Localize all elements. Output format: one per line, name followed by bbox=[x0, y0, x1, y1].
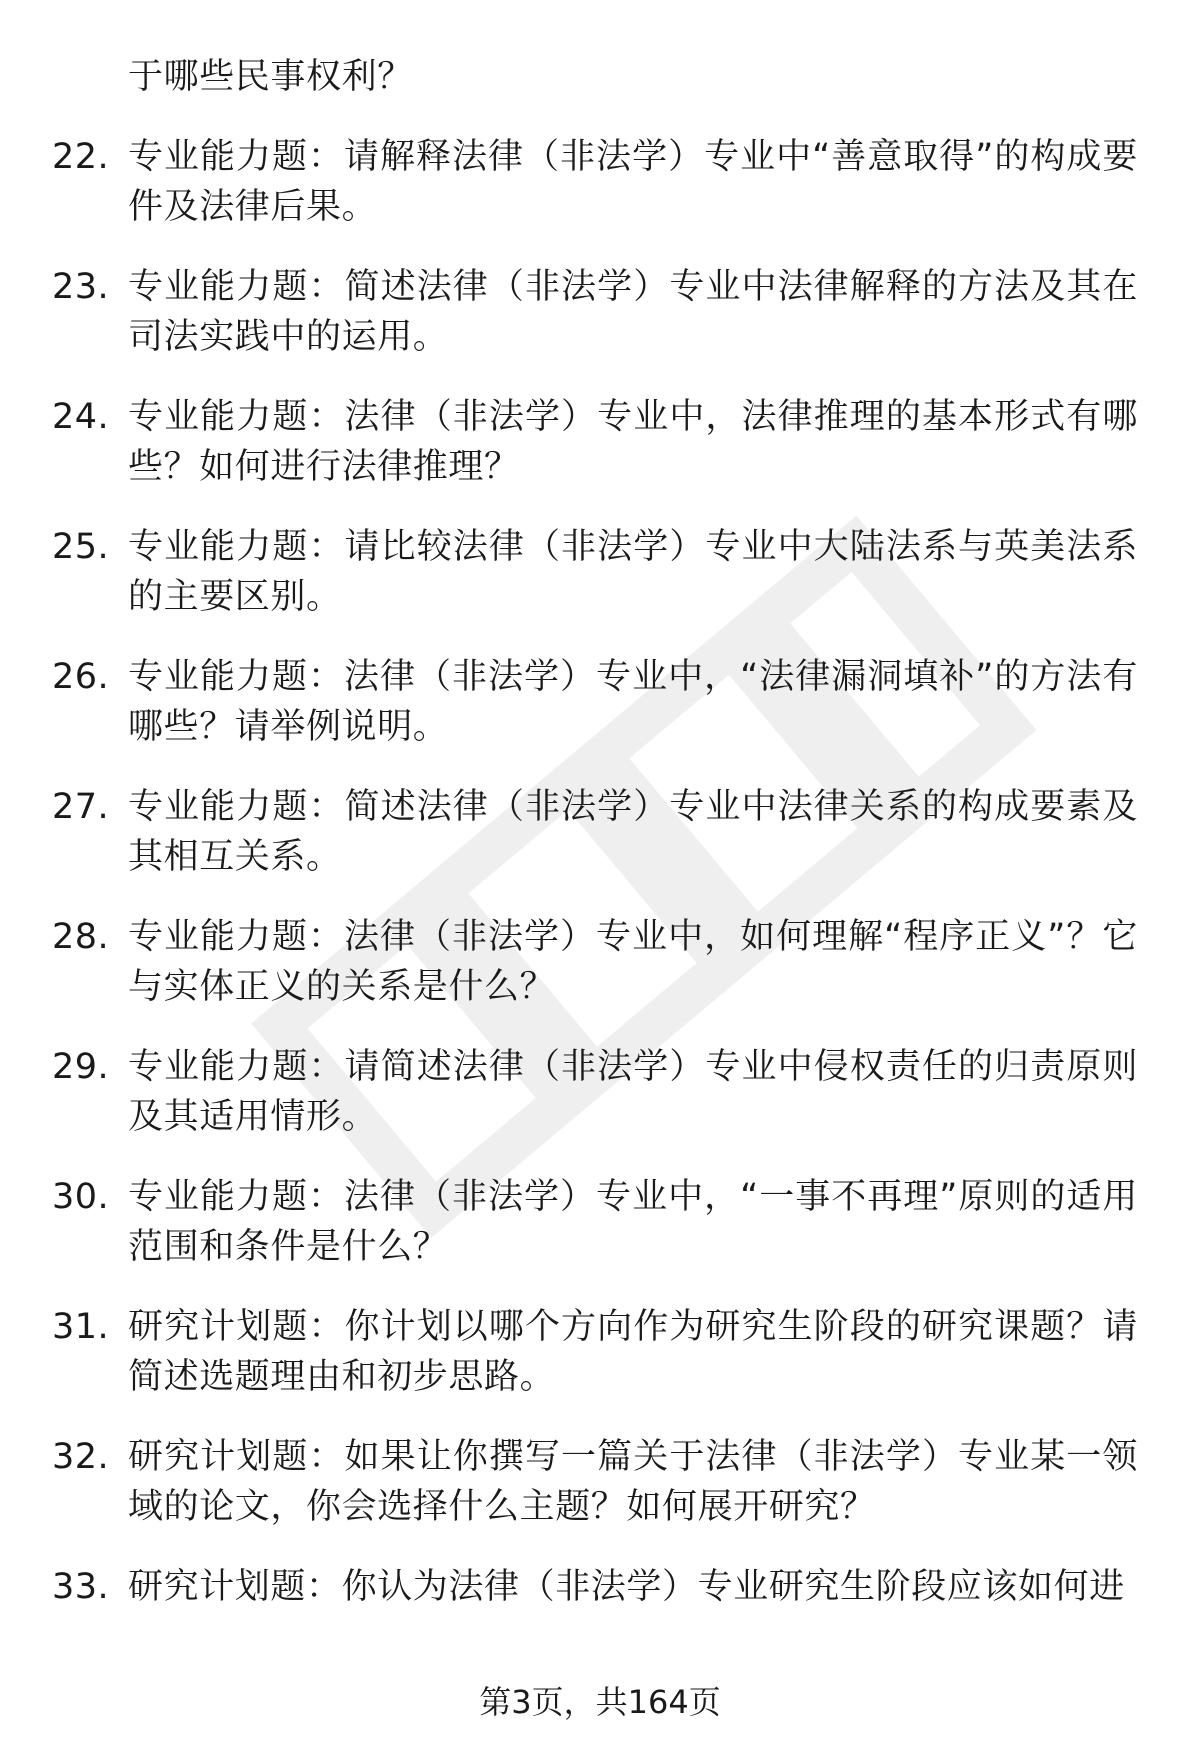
question-number: 30. bbox=[52, 1177, 110, 1217]
question-text: 专业能力题：请比较法律（非法学）专业中大陆法系与英美法系的主要区别。 bbox=[128, 527, 1138, 617]
question-number: 31. bbox=[52, 1307, 110, 1347]
question-number: 32. bbox=[52, 1437, 110, 1477]
question-text: 于哪些民事权利？ bbox=[128, 57, 413, 97]
question-number: 24. bbox=[52, 397, 110, 437]
list-item bbox=[0, 1432, 1200, 1532]
list-item bbox=[0, 1172, 1200, 1272]
page-number: 第3页，共164页 bbox=[479, 1683, 721, 1721]
list-item bbox=[0, 1302, 1200, 1402]
question-text: 专业能力题：请简述法律（非法学）专业中侵权责任的归责原则及其适用情形。 bbox=[128, 1047, 1138, 1137]
list-item bbox=[0, 1562, 1200, 1612]
list-item bbox=[0, 912, 1200, 1012]
list-item bbox=[0, 652, 1200, 752]
list-item bbox=[0, 52, 1200, 102]
list-item bbox=[0, 262, 1200, 362]
question-text: 专业能力题：简述法律（非法学）专业中法律关系的构成要素及其相互关系。 bbox=[128, 787, 1138, 877]
list-item bbox=[0, 392, 1200, 492]
question-text: 专业能力题：法律（非法学）专业中，法律推理的基本形式有哪些？如何进行法律推理？ bbox=[128, 397, 1138, 487]
question-text: 专业能力题：简述法律（非法学）专业中法律解释的方法及其在司法实践中的运用。 bbox=[128, 267, 1138, 357]
question-text: 专业能力题：法律（非法学）专业中，“一事不再理”原则的适用范围和条件是什么？ bbox=[128, 1177, 1138, 1267]
list-item bbox=[0, 1042, 1200, 1142]
question-text: 研究计划题：你认为法律（非法学）专业研究生阶段应该如何进 bbox=[128, 1567, 1125, 1607]
question-list bbox=[0, 52, 1200, 1642]
question-number: 22. bbox=[52, 137, 110, 177]
question-text: 专业能力题：法律（非法学）专业中，“法律漏洞填补”的方法有哪些？请举例说明。 bbox=[128, 657, 1138, 747]
question-number: 28. bbox=[52, 917, 110, 957]
question-number: 26. bbox=[52, 657, 110, 697]
question-text: 研究计划题：如果让你撰写一篇关于法律（非法学）专业某一领域的论文，你会选择什么主题？如何展开研究？ bbox=[128, 1437, 1138, 1527]
list-item bbox=[0, 522, 1200, 622]
question-text: 专业能力题：法律（非法学）专业中，如何理解“程序正义”？它与实体正义的关系是什么？ bbox=[128, 917, 1138, 1007]
question-number: 23. bbox=[52, 267, 110, 307]
question-text: 专业能力题：请解释法律（非法学）专业中“善意取得”的构成要件及法律后果。 bbox=[128, 137, 1138, 227]
question-number: 27. bbox=[52, 787, 110, 827]
list-item bbox=[0, 782, 1200, 882]
question-number: 29. bbox=[52, 1047, 110, 1087]
list-item bbox=[0, 132, 1200, 232]
question-number: 33. bbox=[52, 1567, 110, 1607]
question-text: 研究计划题：你计划以哪个方向作为研究生阶段的研究课题？请简述选题理由和初步思路。 bbox=[128, 1307, 1138, 1397]
question-number: 25. bbox=[52, 527, 110, 567]
